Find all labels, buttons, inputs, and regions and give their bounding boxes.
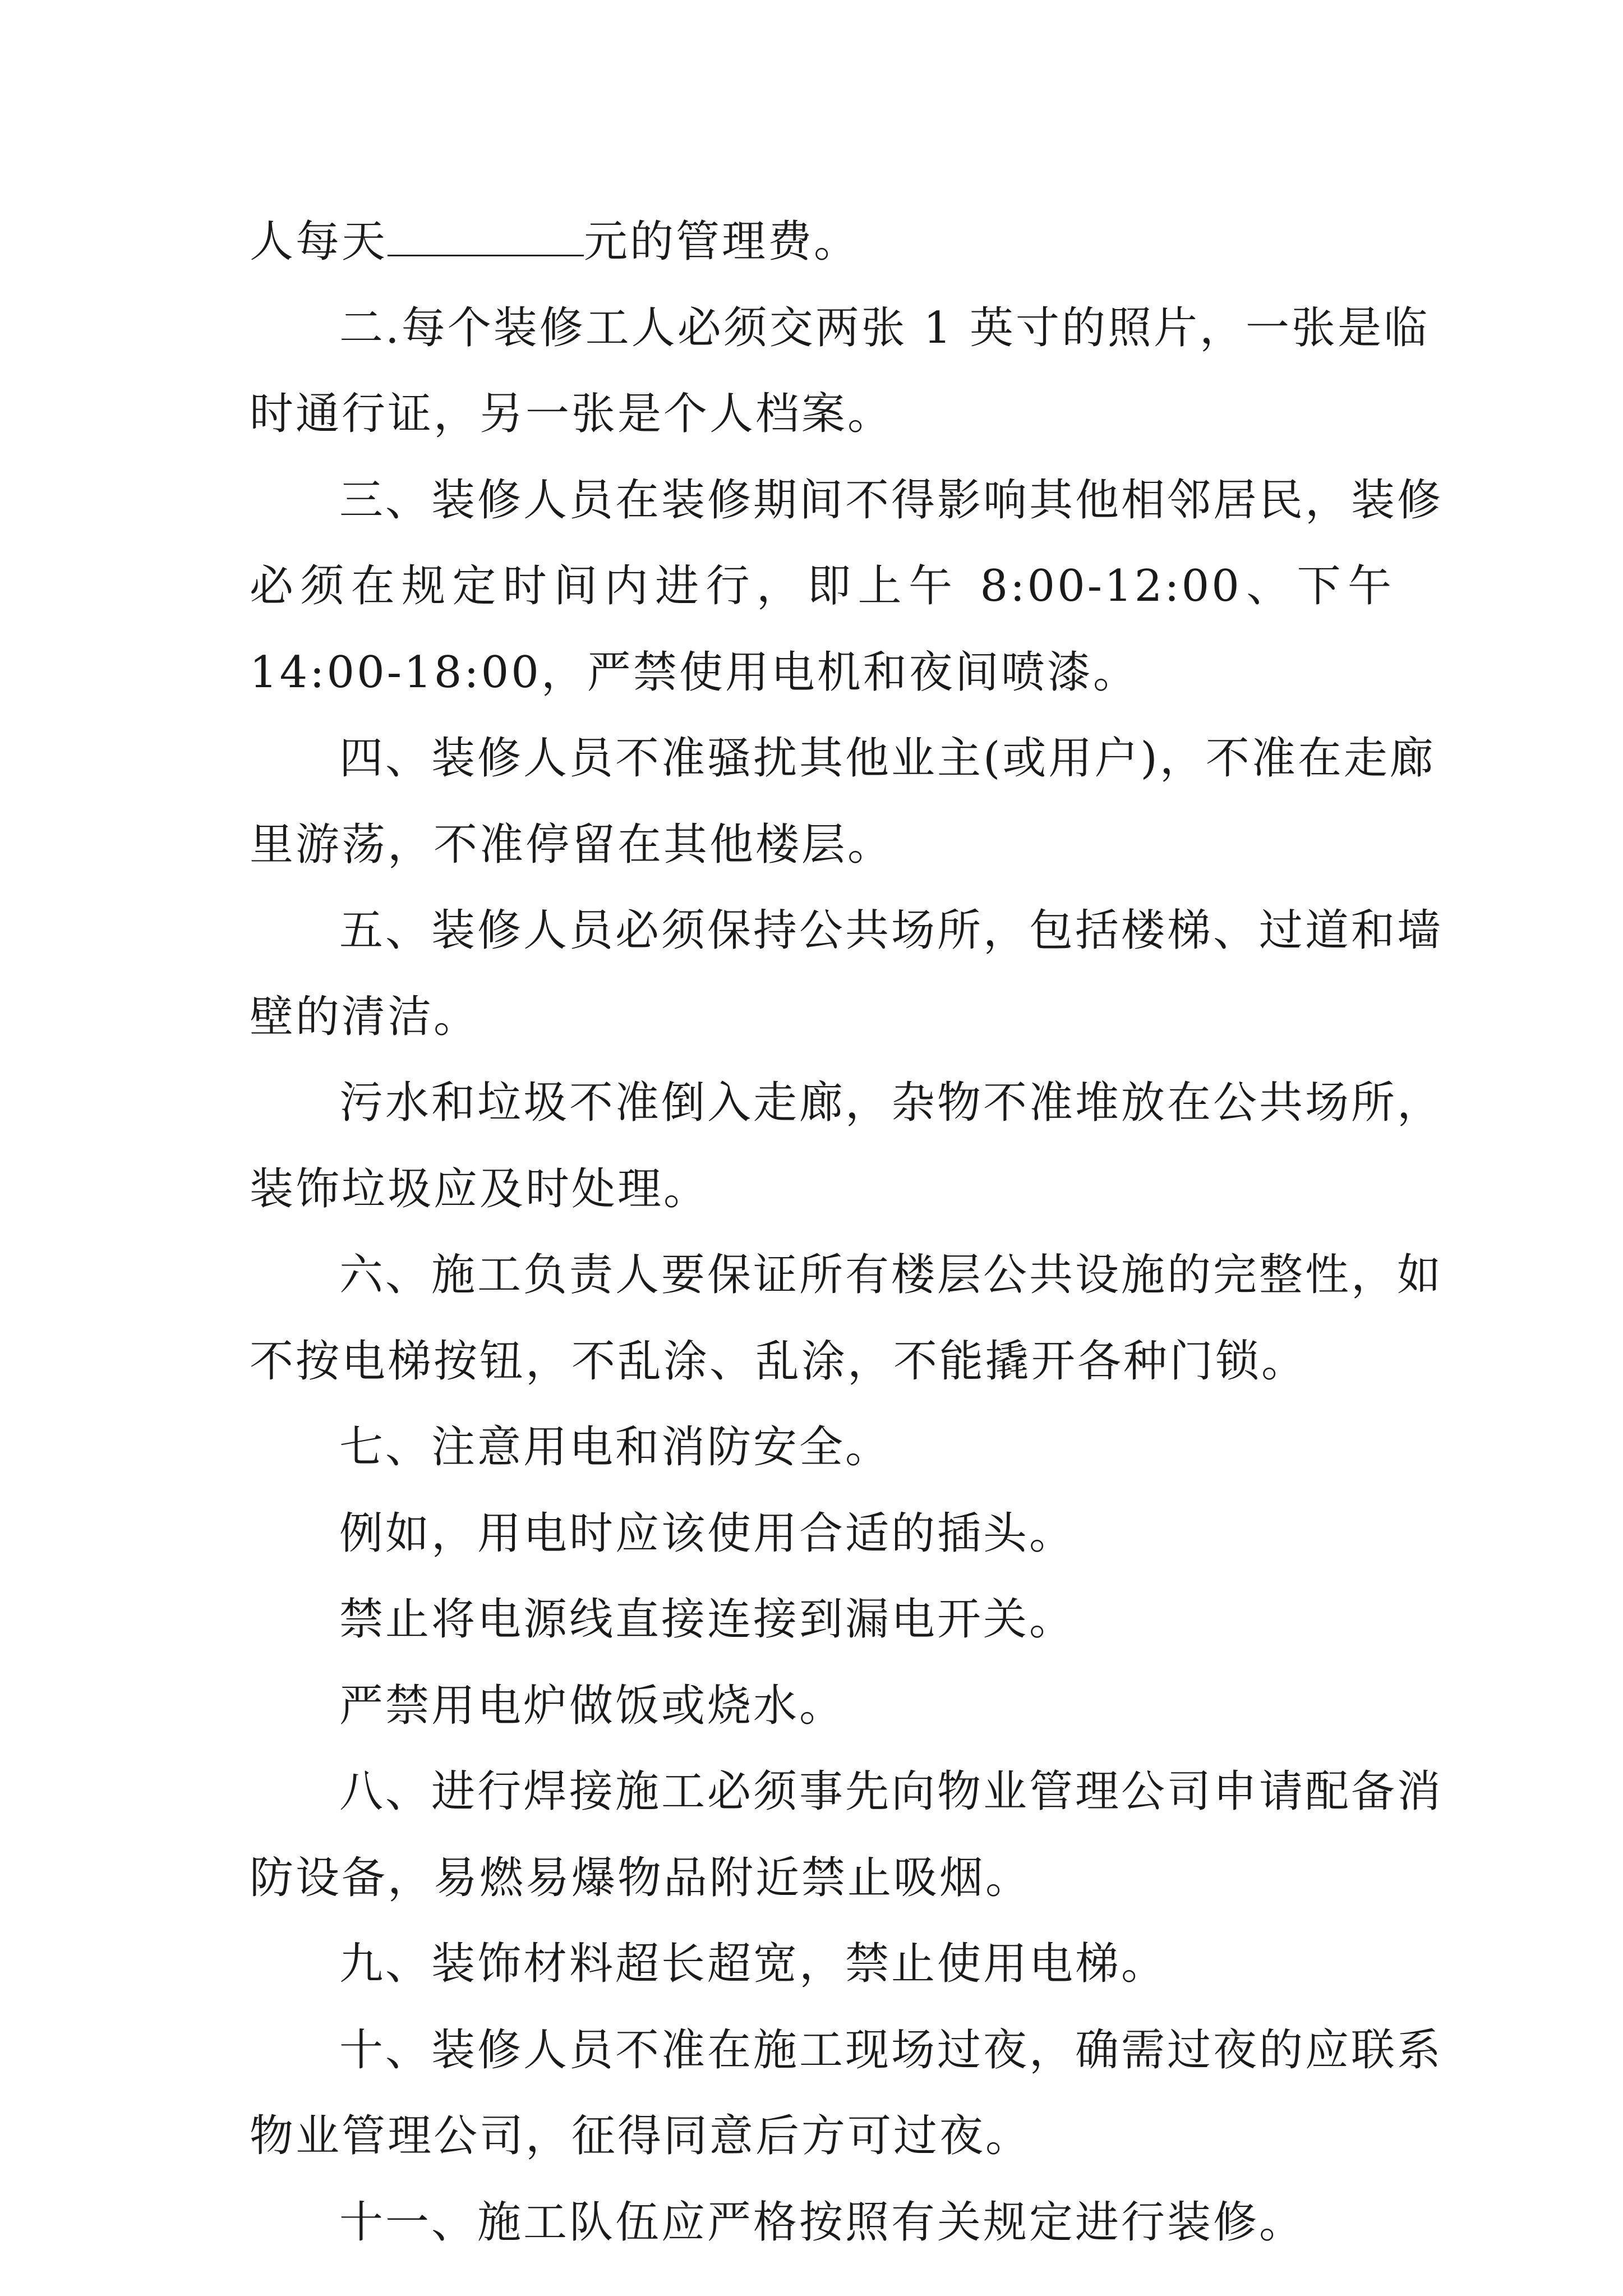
clause-11-line-1: 十一、施工队伍应严格按照有关规定进行装修。 (339, 2197, 1306, 2248)
clause-7-example-1: 例如，用电时应该使用合适的插头。 (339, 1508, 1076, 1559)
clause-7-line-1: 七、注意用电和消防安全。 (339, 1422, 892, 1473)
clause-6-line-1: 六、施工负责人要保证所有楼层公共设施的完整性，如 (339, 1250, 1444, 1300)
clause-8-line-1: 八、进行焊接施工必须事先向物业管理公司申请配备消 (339, 1766, 1444, 1817)
clause-5-line-1: 五、装修人员必须保持公共场所，包括楼梯、过道和墙 (339, 905, 1444, 956)
clause-10-line-2: 物业管理公司，征得同意后方可过夜。 (250, 2111, 1032, 2161)
clause-5b-line-1: 污水和垃圾不准倒入走廊，杂物不准堆放在公共场所， (339, 1078, 1444, 1128)
document-body (250, 199, 1444, 2266)
clause-10-line-1: 十、装修人员不准在施工现场过夜，确需过夜的应联系 (339, 2024, 1444, 2076)
fee-suffix: 元的管理费。 (584, 217, 860, 267)
clause-9-line-1: 九、装饰材料超长超宽，禁止使用电梯。 (339, 1939, 1168, 1989)
clause-6-line-2: 不按电梯按钮，不乱涂、乱涂，不能撬开各种门锁。 (250, 1336, 1308, 1387)
clause-3-line-1: 三、装修人员在装修期间不得影响其他相邻居民，装修 (339, 475, 1444, 526)
clause-2-line-1: 二.每个装修工人必须交两张 1 英寸的照片，一张是临 (339, 302, 1430, 353)
fee-prefix: 人每天 (250, 217, 388, 267)
clause-4-line-2: 里游荡，不准停留在其他楼层。 (250, 819, 894, 870)
clause-3-line-2: 必须在规定时间内进行，即上午 8:00-12:00、下午 (250, 561, 1394, 611)
fee-blank-field[interactable] (388, 215, 584, 256)
clause-2-line-2: 时通行证，另一张是个人档案。 (250, 389, 894, 439)
clause-7-example-2: 禁止将电源线直接连接到漏电开关。 (339, 1594, 1076, 1645)
clause-5b-line-2: 装饰垃圾应及时处理。 (250, 1163, 710, 1214)
clause-3-line-3: 14:00-18:00，严禁使用电机和夜间喷漆。 (250, 647, 1139, 698)
clause-4-line-1: 四、装修人员不准骚扰其他业主(或用户)，不准在走廊 (339, 733, 1436, 784)
clause-7-example-3: 严禁用电炉做饭或烧水。 (339, 1680, 846, 1731)
line-fee (250, 199, 1394, 286)
clause-8-line-2: 防设备，易燃易爆物品附近禁止吸烟。 (250, 1852, 1032, 1903)
clause-5-line-2: 壁的清洁。 (250, 991, 480, 1042)
